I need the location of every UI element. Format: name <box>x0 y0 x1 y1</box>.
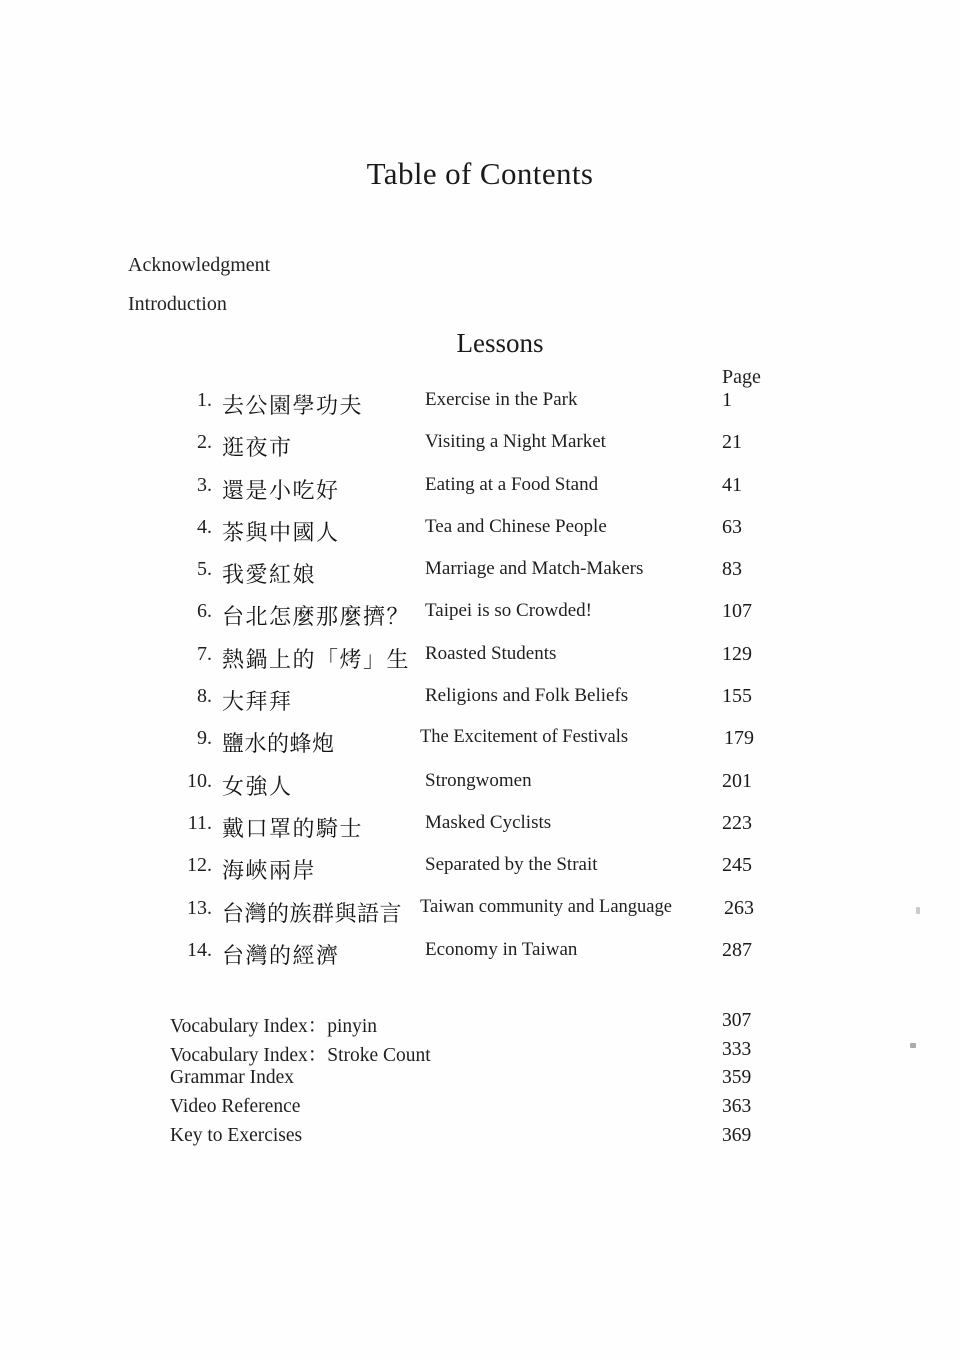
lesson-page-number: 263 <box>724 896 754 919</box>
scan-speck <box>910 1043 916 1048</box>
lesson-title-english: Marriage and Match-Makers <box>425 558 644 580</box>
lesson-title-english: Roasted Students <box>425 642 557 664</box>
lesson-row[interactable] <box>0 897 960 939</box>
back-matter-page-number: 307 <box>722 1010 752 1031</box>
lesson-title-chinese: 鹽水的蜂炮 <box>222 732 335 758</box>
back-matter-page-number: 333 <box>722 1038 752 1060</box>
back-matter-label: Grammar Index <box>170 1067 294 1089</box>
back-matter-row[interactable] <box>0 1039 960 1068</box>
lesson-number: 6. <box>197 600 212 623</box>
lesson-number: 7. <box>197 642 212 665</box>
lesson-row[interactable] <box>0 431 960 473</box>
lesson-page-number: 287 <box>722 938 752 961</box>
lesson-page-number: 41 <box>722 473 742 496</box>
lesson-title-chinese: 女強人 <box>222 774 293 800</box>
lesson-title-chinese: 去公園學功夫 <box>222 394 364 419</box>
lesson-title-english: Separated by the Strait <box>425 854 598 876</box>
lesson-title-english: The Excitement of Festivals <box>420 727 629 748</box>
lesson-page-number: 129 <box>722 642 752 665</box>
back-matter-list <box>0 1010 960 1153</box>
lesson-title-english: Economy in Taiwan <box>425 938 578 960</box>
lesson-row[interactable] <box>0 727 960 769</box>
lesson-row[interactable] <box>0 685 960 727</box>
lesson-page-number: 201 <box>722 769 752 792</box>
lesson-page-number: 245 <box>722 854 752 877</box>
lesson-row[interactable] <box>0 812 960 854</box>
back-matter-label: Video Reference <box>170 1096 301 1118</box>
back-matter-page-number: 369 <box>722 1124 752 1146</box>
lesson-number: 12. <box>187 854 212 877</box>
lesson-row[interactable] <box>0 558 960 600</box>
back-matter-label: Vocabulary Index：pinyin <box>170 1016 378 1037</box>
lesson-number: 5. <box>197 558 212 581</box>
lesson-title-chinese: 戴口罩的騎士 <box>222 816 364 842</box>
front-matter-item[interactable]: Introduction <box>128 293 227 315</box>
lesson-number: 4. <box>197 515 212 538</box>
lesson-row[interactable] <box>0 770 960 812</box>
lesson-title-chinese: 熱鍋上的「烤」生 <box>222 647 411 673</box>
lesson-number: 9. <box>197 727 212 750</box>
lesson-title-english: Taipei is so Crowded! <box>425 600 593 622</box>
back-matter-row[interactable] <box>0 1096 960 1125</box>
lesson-row[interactable] <box>0 600 960 642</box>
lesson-title-chinese: 海峽兩岸 <box>222 859 317 885</box>
lesson-title-chinese: 茶與中國人 <box>222 520 340 546</box>
back-matter-page-number: 359 <box>722 1067 752 1089</box>
lesson-title-english: Taiwan community and Language <box>420 896 672 917</box>
lesson-page-number: 155 <box>722 685 752 708</box>
lesson-row[interactable] <box>0 389 960 431</box>
lesson-number: 14. <box>187 938 212 961</box>
lesson-number: 1. <box>197 389 212 411</box>
front-matter-list <box>128 246 648 324</box>
lesson-title-english: Tea and Chinese People <box>425 515 607 537</box>
lessons-list <box>0 389 960 981</box>
lesson-page-number: 63 <box>722 515 742 538</box>
lesson-page-number: 83 <box>722 558 742 581</box>
lesson-title-chinese: 大拜拜 <box>222 690 293 716</box>
lesson-page-number: 179 <box>724 727 754 750</box>
lesson-title-english: Eating at a Food Stand <box>425 473 599 495</box>
back-matter-row[interactable] <box>0 1010 960 1039</box>
lesson-row[interactable] <box>0 854 960 896</box>
lesson-title-english: Exercise in the Park <box>425 389 578 410</box>
lesson-row[interactable] <box>0 474 960 516</box>
lesson-number: 10. <box>187 769 212 792</box>
lesson-number: 2. <box>197 431 212 454</box>
lesson-title-chinese: 還是小吃好 <box>222 478 340 504</box>
lesson-page-number: 1 <box>722 389 732 411</box>
lesson-title-chinese: 台灣的經濟 <box>222 943 340 969</box>
lesson-number: 13. <box>187 896 212 919</box>
back-matter-label: Key to Exercises <box>170 1124 303 1146</box>
lesson-page-number: 21 <box>722 431 742 454</box>
lesson-title-english: Religions and Folk Beliefs <box>425 685 629 707</box>
lesson-title-chinese: 台北怎麼那麼擠？ <box>222 605 411 631</box>
lessons-section-heading: Lessons <box>456 328 544 358</box>
lesson-page-number: 223 <box>722 811 752 834</box>
lesson-title-chinese: 台灣的族群與語言 <box>222 901 403 927</box>
lesson-number: 11. <box>187 811 212 834</box>
back-matter-row[interactable] <box>0 1067 960 1096</box>
lesson-title-chinese: 我愛紅娘 <box>222 563 317 589</box>
lesson-row[interactable] <box>0 643 960 685</box>
lesson-title-english: Strongwomen <box>425 769 532 791</box>
lesson-title-english: Masked Cyclists <box>425 811 552 833</box>
lesson-title-english: Visiting a Night Market <box>425 431 606 453</box>
page-title: Table of Contents <box>366 156 594 191</box>
back-matter-page-number: 363 <box>722 1096 752 1118</box>
back-matter-label: Vocabulary Index：Stroke Count <box>170 1044 431 1066</box>
lesson-number: 3. <box>197 473 212 496</box>
back-matter-row[interactable] <box>0 1125 960 1154</box>
front-matter-item[interactable]: Acknowledgment <box>128 254 271 276</box>
page-column-header: Page <box>722 366 761 388</box>
lesson-number: 8. <box>197 685 212 708</box>
lesson-row[interactable] <box>0 939 960 981</box>
scan-speck <box>916 907 920 914</box>
lesson-row[interactable] <box>0 516 960 558</box>
lesson-page-number: 107 <box>722 600 752 623</box>
lesson-title-chinese: 逛夜市 <box>222 436 293 462</box>
